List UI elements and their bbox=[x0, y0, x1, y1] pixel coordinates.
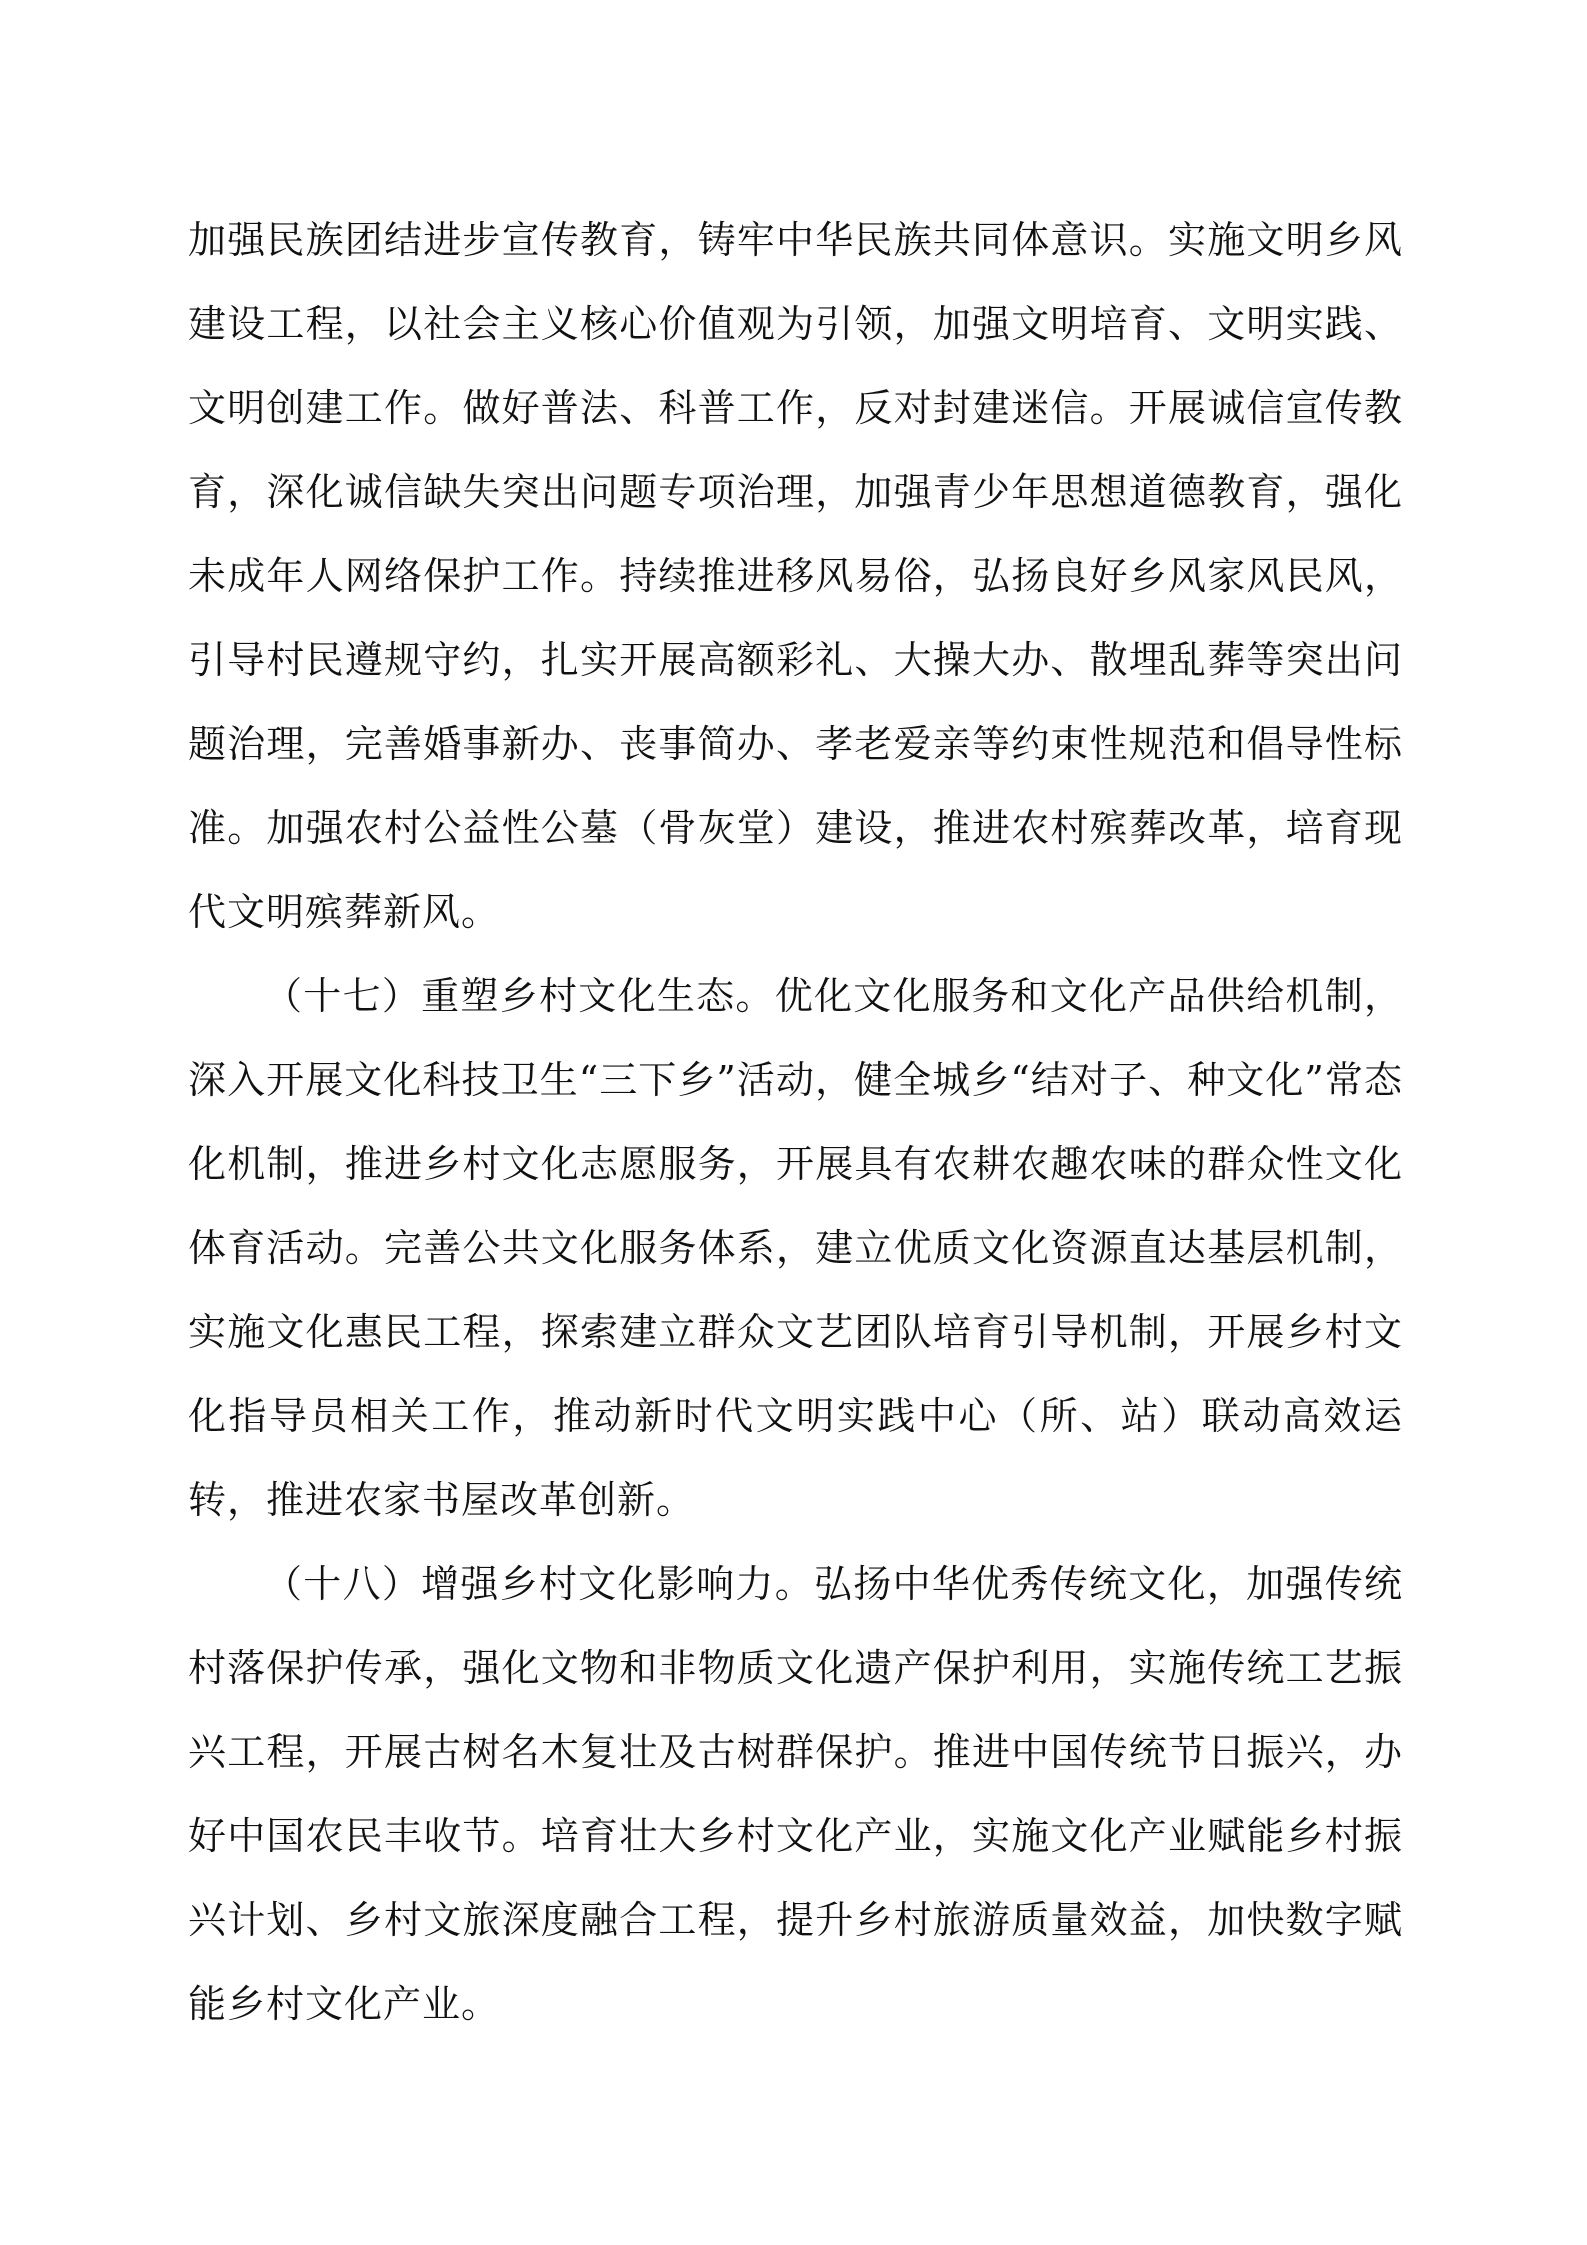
body-text bbox=[188, 198, 1403, 2046]
paragraph-section-18: （十八）增强乡村文化影响力。弘扬中华优秀传统文化，加强传统村落保护传承，强化文物和非物质文化遗产保护利用，实施传统工艺振兴工程，开展古树名木复壮及古树群保护。推进中国传统节日振兴，办好中国农民丰收节。培育壮大乡村文化产业，实施文化产业赋能乡村振兴计划、乡村文旅深度融合工程，提升乡村旅游质量效益，加快数字赋能乡村文化产业。 bbox=[188, 1562, 1403, 2026]
paragraph-section-17: （十七）重塑乡村文化生态。优化文化服务和文化产品供给机制，深入开展文化科技卫生“三下乡”活动，健全城乡“结对子、种文化”常态化机制，推进乡村文化志愿服务，开展具有农耕农趣农味的群众性文化体育活动。完善公共文化服务体系，建立优质文化资源直达基层机制，实施文化惠民工程，探索建立群众文艺团队培育引导机制，开展乡村文化指导员相关工作，推动新时代文明实践中心（所、站）联动高效运转，推进农家书屋改革创新。 bbox=[188, 974, 1403, 1522]
paragraph-civilization: 加强民族团结进步宣传教育，铸牢中华民族共同体意识。实施文明乡风建设工程，以社会主义核心价值观为引领，加强文明培育、文明实践、文明创建工作。做好普法、科普工作，反对封建迷信。开展诚信宣传教育，深化诚信缺失突出问题专项治理，加强青少年思想道德教育，强化未成年人网络保护工作。持续推进移风易俗，弘扬良好乡风家风民风，引导村民遵规守约，扎实开展高额彩礼、大操大办、散埋乱葬等突出问题治理，完善婚事新办、丧事简办、孝老爱亲等约束性规范和倡导性标准。加强农村公益性公墓（骨灰堂）建设，推进农村殡葬改革，培育现代文明殡葬新风。 bbox=[188, 218, 1403, 934]
